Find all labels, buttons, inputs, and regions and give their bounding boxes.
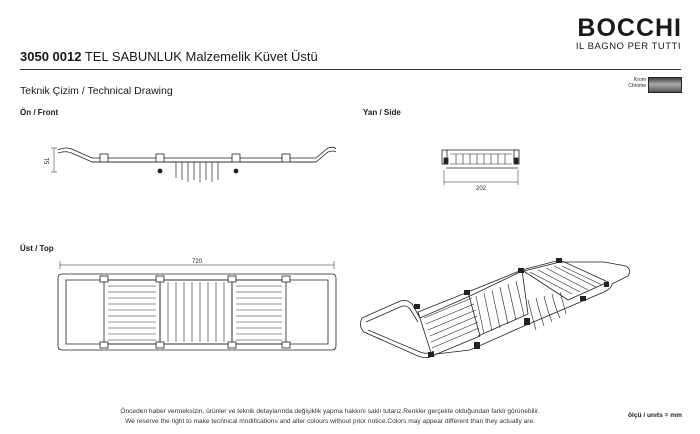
side-view-drawing	[442, 150, 519, 185]
finish-label-en: Chrome	[628, 83, 646, 89]
units-note: ölçü / unıts = mm	[627, 412, 682, 419]
product-code: 3050 0012	[20, 49, 82, 64]
side-view-label: Yan / Side	[363, 108, 401, 117]
finish-label-tr: Krom	[634, 77, 646, 83]
front-view-drawing	[51, 147, 336, 182]
product-name: TEL SABUNLUK Malzemelik Küvet Üstü	[84, 49, 318, 64]
brand-tagline: IL BAGNO PER TUTTI	[575, 41, 681, 52]
top-view-label: Üst / Top	[20, 244, 54, 253]
perspective-view-drawing	[360, 258, 629, 358]
drawing-subtitle: Teknik Çizim / Technical Drawing	[20, 85, 173, 97]
dim-width: 202	[475, 186, 487, 192]
disclaimer-en: We reserve the right to make technical modifications and alter colours without prior notice.Colors may appear different than they actually are.	[125, 418, 535, 425]
disclaimer-tr: Önceden haber vermeksizin, ürünler ve teknik detaylarında değişiklik yapma hakkını saklı tutarız.Renkler gerçekte olduğundan farklı görünebilir.	[120, 408, 540, 415]
top-view-drawing	[58, 261, 336, 350]
dim-height: 51	[45, 157, 51, 165]
front-view-label: Ön / Front	[20, 108, 59, 117]
dim-length: 720	[191, 259, 203, 265]
brand-logo: BOCCHI	[577, 14, 682, 42]
